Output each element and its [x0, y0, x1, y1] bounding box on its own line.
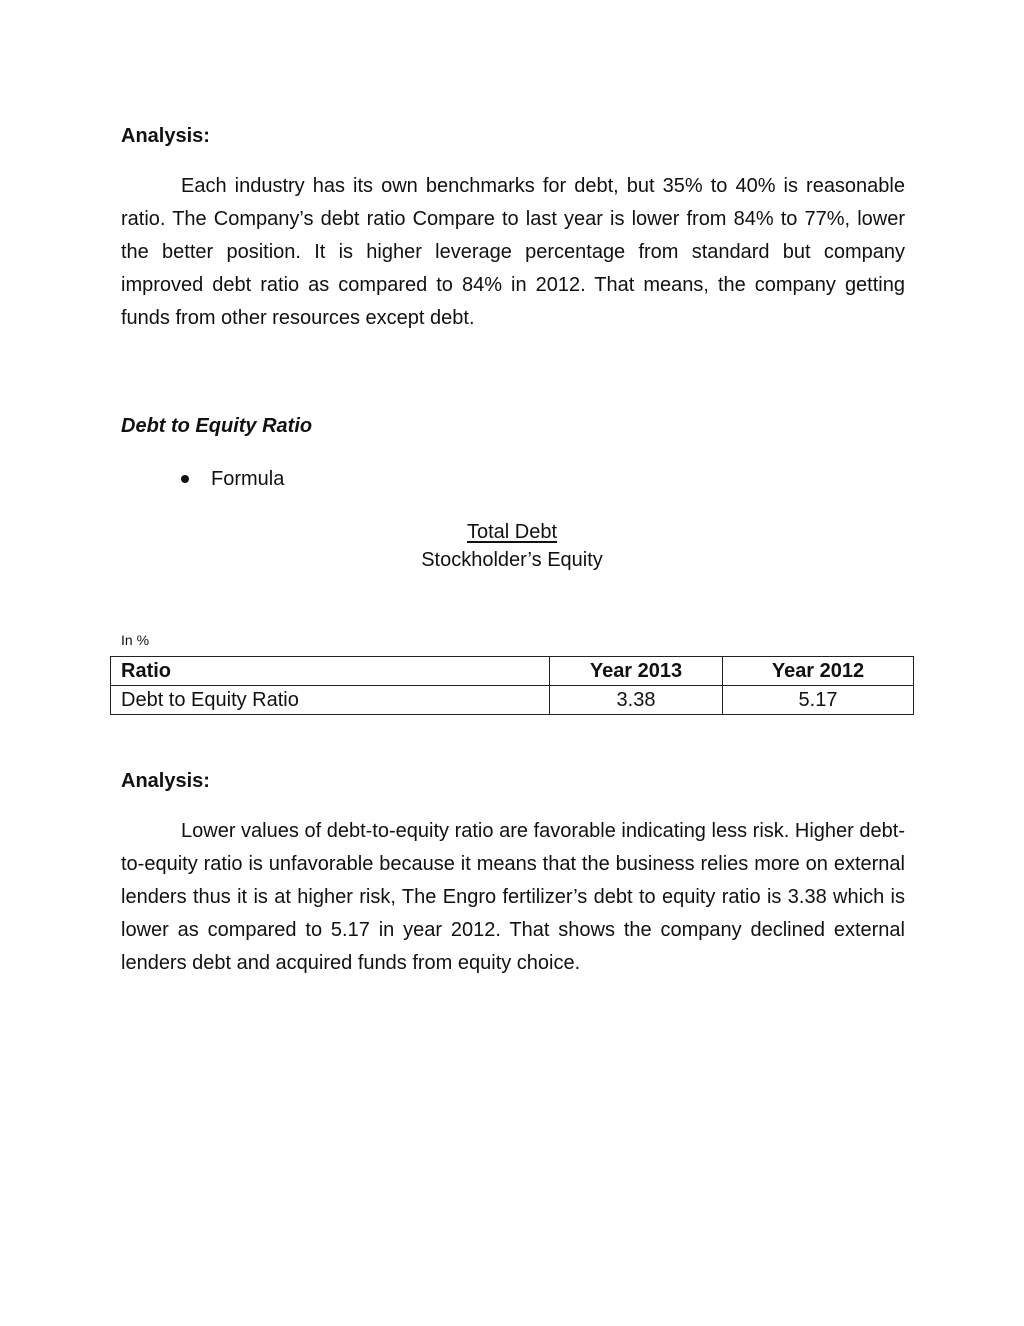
unit-note: In % — [121, 632, 150, 648]
table-cell: Debt to Equity Ratio — [111, 686, 550, 715]
analysis-paragraph-2: Lower values of debt-to-equity ratio are favorable indicating less risk. Higher debt-to-equity ratio is unfavorable because it means that the business relies more on external lenders thus it is at higher risk, The Engro fertilizer’s debt to equity ratio is 3.38 which is lower as compared to 5.17 in year 2012. That shows the company declined external lenders debt and acquired funds from equity choice. — [121, 820, 905, 974]
table-cell: 3.38 — [550, 686, 723, 715]
formula-bullet-item — [178, 466, 284, 492]
table-header-row — [111, 657, 914, 686]
ratio-table — [110, 656, 914, 715]
table-header-cell: Year 2012 — [723, 657, 914, 686]
analysis-heading-2: Analysis: — [121, 770, 210, 792]
table-header-cell: Ratio — [111, 657, 550, 686]
analysis-paragraph-1: Each industry has its own benchmarks for debt, but 35% to 40% is reasonable ratio. The Company’s debt ratio Compare to last year is lower from 84% to 77%, lower the better position. It is higher leverage percentage from standard but company improved debt ratio as compared to 84% in 2012. That means, the company getting funds from other resources except debt. — [121, 175, 905, 329]
formula-block — [312, 518, 712, 574]
formula-bullet-label: Formula — [211, 468, 285, 490]
bullet-icon — [181, 475, 189, 483]
table-header-cell: Year 2013 — [550, 657, 723, 686]
table-cell: 5.17 — [723, 686, 914, 715]
debt-to-equity-heading: Debt to Equity Ratio — [121, 415, 313, 437]
formula-numerator: Total Debt — [466, 521, 558, 543]
table-row — [111, 686, 914, 715]
analysis-heading-1: Analysis: — [121, 125, 210, 147]
formula-denominator: Stockholder’s Equity — [421, 549, 603, 571]
